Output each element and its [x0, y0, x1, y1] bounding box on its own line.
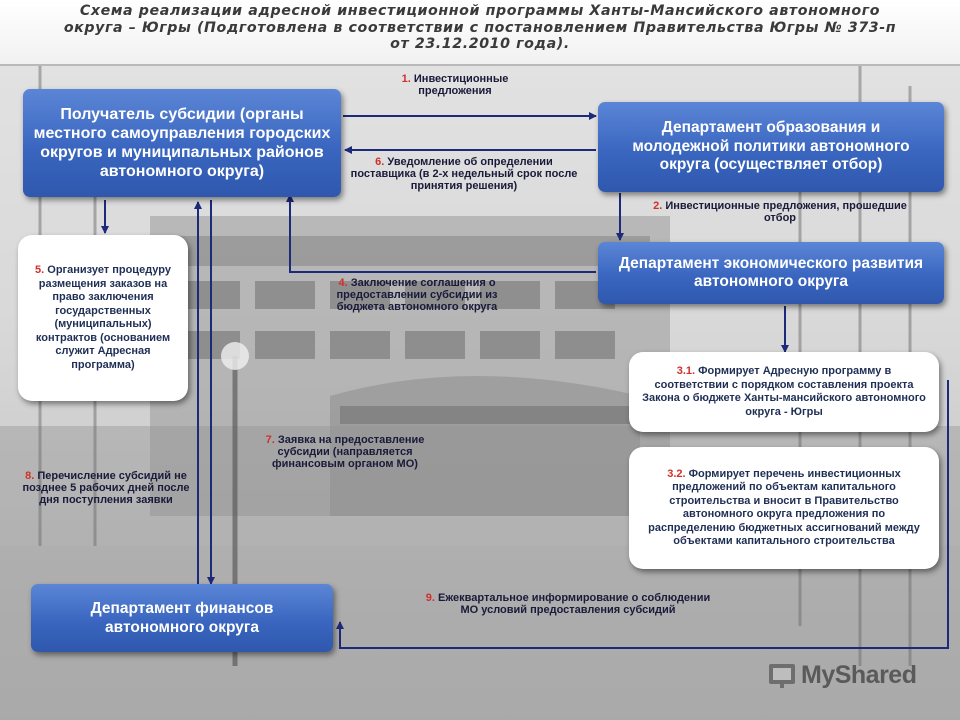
economic-department-text: Департамент экономического развития автономного округа [618, 254, 924, 290]
step-5-text: Организует процедуру размещения заказов на право заключения государственных (муниципальных) контрактов (основанием служит Адресная программа) [35, 264, 171, 371]
step-3-1-text: Формирует Адресную программу в соответствии с порядком составления проекта Закона о бюджете Ханты-мансийского автономного округа - Югры [642, 365, 926, 418]
slideshow-icon [767, 660, 797, 690]
step-4-label [312, 277, 522, 313]
step-9-number: 9. [425, 592, 435, 604]
page-title: Схема реализации адресной инвестиционной программы Ханты-Мансийского автономного округа – Югры (Подготовлена в соответствии с постановлением Правительства Югры № 373-п от 23.12.2010 года). [63, 3, 897, 52]
step-7-text: Заявка на предоставление субсидии (направляется финансовым органом МО) [272, 434, 425, 470]
step-6-number: 6. [375, 156, 385, 168]
step-3-2-text: Формирует перечень инвестиционных предложений по объектам капитального строительства и вносит в Правительство автономного округа предложения по распределению бюджетных ассигнований между объектами капитального строительства [648, 467, 920, 547]
finance-department-text: Департамент финансов автономного округа [90, 600, 274, 636]
education-department-text: Департамент образования и молодежной политики автономного округа (осуществляет отбор) [632, 119, 910, 174]
step-7-label [240, 434, 450, 470]
step-7-number: 7. [265, 434, 275, 446]
step-5-box [18, 235, 188, 401]
step-1-number: 1. [401, 73, 411, 85]
step-3-1-box [629, 352, 939, 432]
education-department-box [598, 102, 944, 192]
economic-department-box [598, 242, 944, 304]
step-1-label [380, 73, 530, 97]
step-6-label [348, 156, 580, 192]
watermark-logo [767, 655, 937, 695]
step-9-text: Ежеквартальное информирование о соблюдении МО условий предоставления субсидий [438, 592, 711, 616]
step-5-number: 5. [35, 264, 45, 276]
step-9-label [418, 592, 718, 616]
step-8-label [22, 470, 190, 506]
watermark-text: MyShared [801, 660, 917, 689]
step-3-1-number: 3.1. [676, 365, 696, 377]
step-8-text: Перечисление субсидий не позднее 5 рабочих дней после дня поступления заявки [22, 470, 190, 506]
step-8-number: 8. [25, 470, 35, 482]
step-4-text: Заключение соглашения о предоставлении субсидии из бюджета автономного округа [336, 277, 498, 313]
step-1-text: Инвестиционные предложения [413, 73, 509, 97]
step-2-number: 2. [653, 200, 663, 212]
header [0, 0, 960, 66]
finance-department-box [31, 584, 333, 652]
step-4-number: 4. [338, 277, 348, 289]
step-2-text: Инвестиционные предложения, прошедшие отбор [665, 200, 907, 224]
recipient-box-text: Получатель субсидии (органы местного самоуправления городских округов и муниципальных районов автономного округа) [33, 106, 331, 180]
recipient-box [23, 89, 341, 197]
step-2-label [650, 200, 910, 224]
step-3-2-box [629, 447, 939, 569]
step-6-text: Уведомление об определении поставщика (в 2-х недельный срок после принятия решения) [350, 156, 578, 192]
step-3-2-number: 3.2. [667, 467, 686, 480]
